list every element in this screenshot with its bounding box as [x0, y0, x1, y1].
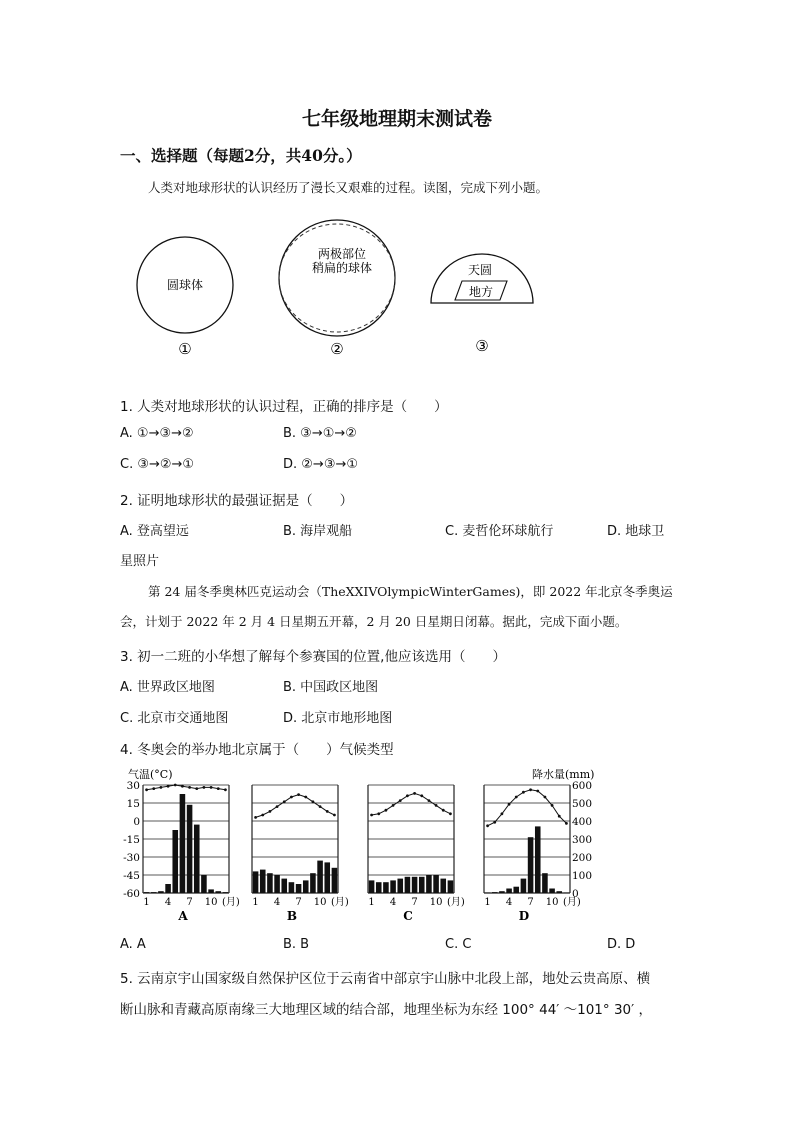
- temp-point: [392, 804, 395, 807]
- precip-bar: [521, 879, 527, 893]
- precip-bar: [405, 877, 411, 893]
- temp-point: [174, 784, 177, 787]
- month-unit-label: (月): [222, 897, 240, 908]
- precip-tick-label: 100: [572, 870, 593, 882]
- temp-point: [385, 809, 388, 812]
- q1-option-d[interactable]: D. ②→③→①: [283, 457, 359, 472]
- temp-point: [370, 814, 373, 817]
- month-tick-label: 4: [505, 897, 513, 908]
- precip-bar: [513, 887, 519, 893]
- question-5-line-2: 断山脉和青藏高原南缘三大地理区域的结合部，地理坐标为东经 100° 44′ ～101° 30′ ，: [120, 1002, 652, 1018]
- month-tick-label: 7: [411, 897, 418, 908]
- temp-point: [188, 786, 191, 789]
- temp-point: [442, 809, 445, 812]
- month-tick-label: 10: [429, 897, 443, 908]
- temp-point: [210, 786, 213, 789]
- precip-bar: [419, 877, 425, 893]
- temp-tick-label: 15: [126, 798, 140, 810]
- precip-bar: [426, 875, 432, 893]
- precip-bar: [412, 877, 418, 893]
- precip-bar: [180, 794, 186, 893]
- ellipsoid-circle: [279, 220, 395, 336]
- precip-bar: [223, 892, 229, 893]
- precip-bar: [549, 889, 555, 894]
- temp-point: [224, 788, 227, 791]
- temp-point: [167, 785, 170, 788]
- intro-text-1: 人类对地球形状的认识经历了漫长又艰难的过程。读图，完成下列小题。: [148, 180, 549, 195]
- temp-point: [290, 796, 293, 799]
- temperature-axis-ticks: [123, 780, 140, 900]
- precip-bar: [506, 889, 512, 894]
- q2-option-b[interactable]: B. 海岸观船: [283, 524, 353, 539]
- precip-tick-label: 0: [572, 888, 579, 900]
- temp-point: [297, 793, 300, 796]
- q2-option-c[interactable]: C. 麦哲伦环球航行: [445, 524, 554, 539]
- climate-chart-c: [368, 785, 465, 923]
- precip-bar: [303, 880, 309, 893]
- q2-option-d[interactable]: D. 地球卫: [607, 524, 665, 539]
- precip-bar: [492, 892, 498, 893]
- temp-point: [420, 794, 423, 797]
- temp-point: [522, 791, 525, 794]
- month-unit-label: (月): [447, 897, 465, 908]
- precip-bar: [310, 873, 316, 893]
- precip-bar: [260, 870, 266, 893]
- precip-tick-label: 600: [572, 780, 593, 792]
- month-tick-label: 1: [484, 897, 491, 908]
- month-tick-label: 4: [164, 897, 172, 908]
- precip-bar: [448, 880, 454, 893]
- q3-option-a[interactable]: A. 世界政区地图: [120, 680, 215, 695]
- precip-tick-label: 200: [572, 852, 593, 864]
- temp-point: [333, 814, 336, 817]
- temp-point: [261, 814, 264, 817]
- precip-bar: [317, 861, 323, 893]
- precip-bar: [324, 862, 330, 893]
- q4-option-c[interactable]: C. C: [445, 937, 472, 952]
- climate-charts-figure: [110, 763, 610, 925]
- precip-bar: [535, 826, 541, 893]
- q4-option-b[interactable]: B. B: [283, 937, 310, 952]
- temp-point: [435, 804, 438, 807]
- precip-bar: [390, 880, 396, 893]
- question-3: 3. 初一二班的小华想了解每个参赛国的位置,他应该选用（ ）: [120, 649, 506, 665]
- precip-bar: [165, 884, 171, 893]
- temp-point: [551, 804, 554, 807]
- month-tick-label: 4: [273, 897, 281, 908]
- q3-option-b[interactable]: B. 中国政区地图: [283, 680, 379, 695]
- chart-label: A: [178, 909, 188, 923]
- temp-point: [565, 822, 568, 825]
- ellipsoid-dashed: [279, 224, 395, 332]
- month-unit-label: (月): [331, 897, 349, 908]
- precip-bar: [151, 892, 157, 893]
- precip-bar: [332, 868, 338, 893]
- precip-bar: [433, 875, 439, 893]
- q1-option-b[interactable]: B. ③→①→②: [283, 426, 357, 441]
- sphere-label: 圆球体: [166, 278, 204, 292]
- precip-tick-label: 400: [572, 816, 593, 828]
- precip-bar: [369, 880, 375, 893]
- temp-point: [312, 800, 315, 803]
- q2-option-a[interactable]: A. 登高望远: [120, 524, 189, 539]
- temp-tick-label: 30: [126, 780, 140, 792]
- chart-label: C: [403, 909, 413, 923]
- ellipsoid-label-2: 稍扁的球体: [311, 261, 373, 275]
- temp-point: [304, 796, 307, 799]
- precip-bar: [158, 891, 164, 893]
- left-axis-title: 气温(°C): [128, 768, 173, 781]
- question-2: 2. 证明地球形状的最强证据是（ ）: [120, 493, 354, 509]
- precip-bar: [274, 875, 280, 893]
- q1-option-a[interactable]: A. ①→③→②: [120, 426, 194, 441]
- temp-point: [536, 790, 539, 793]
- precip-bar: [296, 884, 302, 893]
- precip-bar: [144, 892, 150, 893]
- precip-bar: [440, 879, 446, 893]
- temp-point: [326, 810, 329, 813]
- month-tick-label: 4: [389, 897, 397, 908]
- temp-point: [558, 815, 561, 818]
- temp-point: [217, 787, 220, 790]
- precip-bar: [485, 892, 491, 893]
- square-label: 地方: [468, 285, 494, 299]
- month-tick-label: 1: [143, 897, 150, 908]
- figure-number-3: ③: [475, 337, 489, 355]
- question-5-line-1: 5. 云南京宇山国家级自然保护区位于云南省中部京宇山脉中北段上部，地处云贵高原、横: [120, 971, 651, 987]
- temp-point: [145, 788, 148, 791]
- precip-bar: [208, 889, 214, 893]
- temp-point: [152, 787, 155, 790]
- temp-point: [515, 796, 518, 799]
- temp-point: [203, 786, 206, 789]
- month-tick-label: 7: [295, 897, 302, 908]
- temp-point: [195, 787, 198, 790]
- temp-tick-label: 0: [133, 816, 140, 828]
- chart-label: D: [518, 909, 530, 923]
- q4-option-a[interactable]: A. A: [120, 937, 146, 952]
- precip-tick-label: 500: [572, 798, 593, 810]
- temp-point: [160, 786, 163, 789]
- temp-point: [283, 800, 286, 803]
- temp-point: [319, 805, 322, 808]
- precip-bar: [281, 879, 287, 893]
- dome-label: 天圆: [467, 263, 493, 277]
- section-heading: 一、选择题（每题2分，共40分。）: [120, 146, 362, 165]
- temp-line: [256, 795, 335, 818]
- q1-option-c[interactable]: C. ③→②→①: [120, 457, 195, 472]
- temp-point: [449, 812, 452, 815]
- temp-line: [147, 785, 226, 790]
- q3-option-c[interactable]: C. 北京市交通地图: [120, 711, 229, 726]
- climate-chart-panels: [143, 784, 581, 923]
- precip-bar: [187, 805, 193, 893]
- precip-bar: [376, 882, 382, 893]
- month-tick-label: 10: [313, 897, 327, 908]
- temp-tick-label: -45: [123, 870, 140, 882]
- earth-shape-figure: [120, 215, 560, 360]
- temp-point: [428, 799, 431, 802]
- temp-point: [501, 812, 504, 815]
- precipitation-axis-ticks: [572, 780, 592, 900]
- precip-tick-label: 300: [572, 834, 593, 846]
- climate-chart-b: [252, 785, 349, 923]
- temp-point: [399, 799, 402, 802]
- precip-bar: [383, 882, 389, 893]
- temp-point: [529, 788, 532, 791]
- temp-point: [181, 785, 184, 788]
- temp-point: [377, 812, 380, 815]
- temp-line: [372, 793, 451, 815]
- page-title: 七年级地理期末测试卷: [301, 108, 492, 130]
- precip-bar: [253, 871, 259, 893]
- precip-bar: [499, 891, 505, 893]
- temp-point: [254, 816, 257, 819]
- q2-option-d-continued: 星照片: [120, 554, 160, 569]
- temp-point: [269, 810, 272, 813]
- intro-text-2-line-2: 会，计划于 2022 年 2 月 4 日星期五开幕，2 月 20 日星期日闭幕。据此，完成下面小题。: [120, 614, 628, 629]
- question-1: 1. 人类对地球形状的认识过程，正确的排序是（ ）: [120, 399, 448, 415]
- precip-bar: [215, 891, 221, 893]
- temp-tick-label: -60: [123, 888, 140, 900]
- precip-bar: [528, 837, 534, 893]
- month-tick-label: 7: [186, 897, 193, 908]
- q3-option-d[interactable]: D. 北京市地形地图: [283, 711, 393, 726]
- temp-tick-label: -15: [123, 834, 140, 846]
- temp-point: [493, 821, 496, 824]
- question-4: 4. 冬奥会的举办地北京属于（ ）气候类型: [120, 742, 394, 758]
- temp-point: [413, 792, 416, 795]
- month-tick-label: 10: [204, 897, 218, 908]
- precip-bar: [172, 830, 178, 893]
- month-tick-label: 1: [252, 897, 259, 908]
- figure-number-1: ①: [178, 340, 192, 358]
- month-tick-label: 1: [368, 897, 375, 908]
- month-tick-label: 10: [545, 897, 559, 908]
- chart-label: B: [286, 909, 298, 923]
- right-axis-title: 降水量(mm): [532, 768, 595, 781]
- climate-chart-a: [143, 784, 240, 923]
- precip-bar: [542, 873, 548, 893]
- ellipsoid-label-1: 两极部位: [317, 247, 367, 261]
- temp-tick-label: -30: [123, 852, 140, 864]
- month-tick-label: 7: [527, 897, 534, 908]
- temp-point: [508, 803, 511, 806]
- month-unit-label: (月): [563, 897, 581, 908]
- q4-option-d[interactable]: D. D: [607, 937, 636, 952]
- precip-bar: [201, 875, 207, 893]
- precip-bar: [556, 891, 562, 893]
- temp-point: [544, 796, 547, 799]
- precip-bar: [289, 882, 295, 893]
- temp-line: [488, 790, 567, 826]
- temp-point: [406, 794, 409, 797]
- precip-bar: [194, 825, 200, 893]
- precip-bar: [267, 873, 273, 893]
- precip-bar: [397, 879, 403, 893]
- climate-chart-d: [484, 785, 581, 923]
- intro-text-2-line-1: 第 24 届冬季奥林匹克运动会（TheXXIVOlympicWinterGames)，即 2022 年北京冬季奥运: [148, 584, 673, 599]
- figure-number-2: ②: [330, 340, 344, 358]
- temp-point: [486, 824, 489, 827]
- temp-point: [276, 805, 279, 808]
- precip-bar: [564, 892, 570, 893]
